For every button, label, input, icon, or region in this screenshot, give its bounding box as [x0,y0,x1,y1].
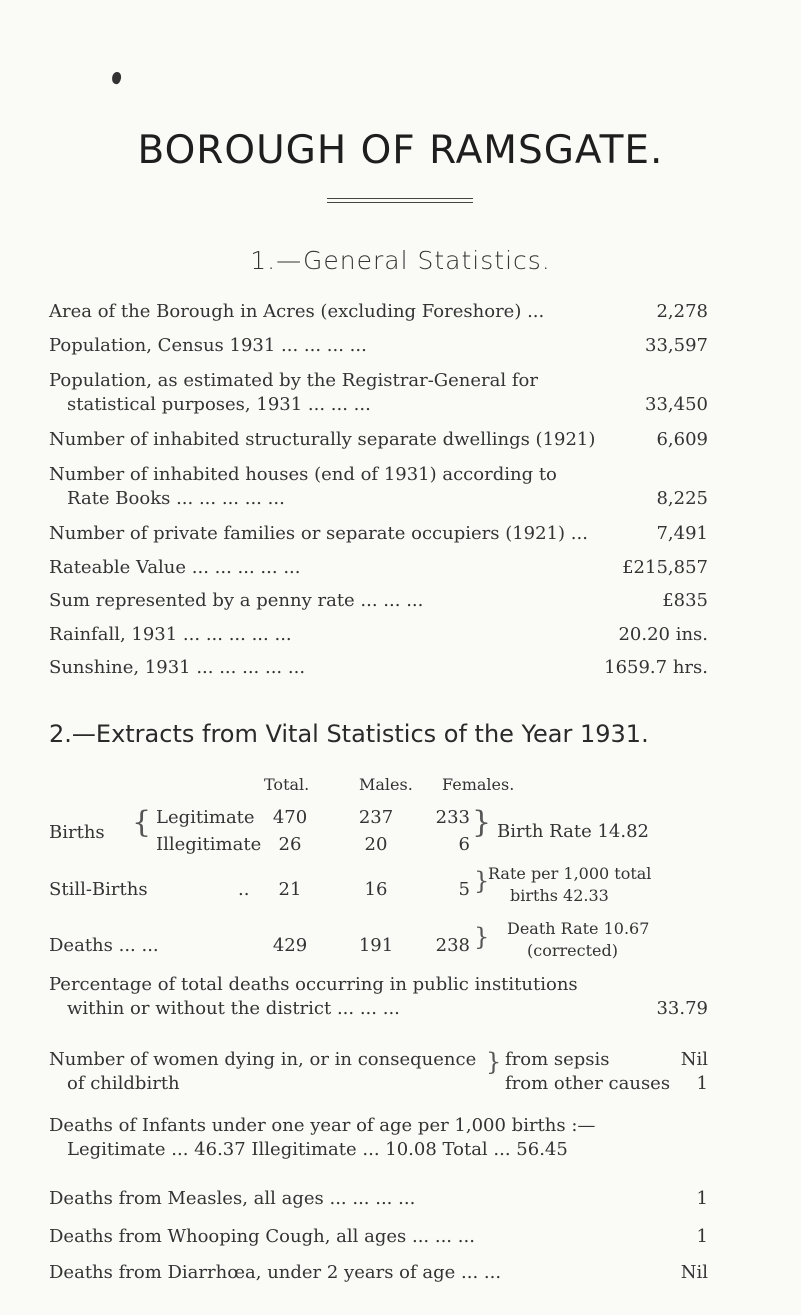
percentage-line2: within or without the district ... ... ... [67,998,400,1019]
general-row-label: Rateable Value ... ... ... ... ... [49,557,301,578]
diarrhoea-label: Deaths from Diarrhœa, under 2 years of age ... ... [49,1262,502,1283]
general-row-value: 33,450 [645,394,708,415]
right-brace: } [472,805,492,840]
general-row-label: Population, Census 1931 ... ... ... ... [49,335,367,356]
measles-value: 1 [696,1188,708,1209]
general-row-label: Sunshine, 1931 ... ... ... ... ... [49,657,306,678]
births-label: Births [49,822,105,843]
still-birth-rate-line1: Rate per 1,000 total [488,864,652,883]
deaths-total: 429 [272,935,308,956]
column-header-total: Total. [264,775,310,794]
still-births-females: 5 [458,879,470,900]
page-title: BOROUGH OF RAMSGATE. [137,128,664,173]
whooping-value: 1 [696,1226,708,1247]
diarrhoea-value: Nil [680,1262,708,1283]
sepsis-value: Nil [680,1049,708,1070]
death-rate-line2: (corrected) [527,941,618,960]
general-row-value: 20.20 ins. [618,624,708,645]
general-row-label: Population, as estimated by the Registrar-General for [49,370,538,391]
general-row-label: Rainfall, 1931 ... ... ... ... ... [49,624,292,645]
infant-line2: Legitimate ... 46.37 Illegitimate ... 10.08 Total ... 56.45 [67,1139,568,1160]
sepsis-label: from sepsis [505,1049,610,1070]
other-causes-value: 1 [696,1073,708,1094]
still-births-total: 21 [278,879,302,900]
women-line1: Number of women dying in, or in consequence [49,1049,477,1070]
legitimate-males: 237 [358,807,394,828]
birth-rate: Birth Rate 14.82 [497,821,649,842]
ink-blot [110,71,123,85]
legitimate-total: 470 [272,807,308,828]
divider [327,202,473,203]
still-birth-rate-line2: births 42.33 [510,886,609,905]
general-row-value: 6,609 [656,429,708,450]
still-births-males: 16 [364,879,388,900]
general-row-label: Sum represented by a penny rate ... ... ... [49,590,424,611]
deaths-label: Deaths ... ... [49,935,159,956]
left-brace: { [132,805,152,840]
legitimate-females: 233 [435,807,470,828]
illegitimate-females: 6 [458,834,470,855]
general-row-value: £215,857 [622,557,708,578]
illegitimate-total: 26 [278,834,302,855]
measles-label: Deaths from Measles, all ages ... ... ... ... [49,1188,416,1209]
right-brace: } [474,923,490,951]
deaths-males: 191 [358,935,394,956]
illegitimate-males: 20 [364,834,388,855]
section-heading-general: 1.—General Statistics. [250,246,551,275]
still-births-label: Still-Births [49,879,148,900]
general-row-label: Area of the Borough in Acres (excluding Foreshore) ... [49,301,545,322]
column-header-females: Females. [442,775,515,794]
general-row-value: £835 [662,590,708,611]
still-births-dots: .. [238,879,250,900]
column-header-males: Males. [359,775,413,794]
other-causes-label: from other causes [505,1073,671,1094]
percentage-value: 33.79 [656,998,708,1019]
general-row-label: Number of private families or separate occupiers (1921) ... [49,523,588,544]
illegitimate-label: Illegitimate [156,834,262,855]
general-row-label: Number of inhabited houses (end of 1931) according to [49,464,557,485]
general-row-label-cont: Rate Books ... ... ... ... ... [67,488,285,509]
general-row-value: 8,225 [656,488,708,509]
general-row-value: 33,597 [645,335,708,356]
death-rate-line1: Death Rate 10.67 [507,919,650,938]
general-row-value: 2,278 [656,301,708,322]
section-heading-vital: 2.—Extracts from Vital Statistics of the Year 1931. [49,720,649,748]
deaths-females: 238 [435,935,470,956]
right-brace: } [486,1048,502,1076]
general-row-value: 1659.7 hrs. [604,657,708,678]
right-brace: } [474,867,490,895]
legitimate-label: Legitimate [156,807,255,828]
infant-line1: Deaths of Infants under one year of age per 1,000 births :— [49,1115,596,1136]
percentage-line1: Percentage of total deaths occurring in public institutions [49,974,578,995]
general-row-label-cont: statistical purposes, 1931 ... ... ... [67,394,371,415]
whooping-label: Deaths from Whooping Cough, all ages ... ... ... [49,1226,475,1247]
women-line2: of childbirth [67,1073,180,1094]
divider [327,198,473,199]
general-row-value: 7,491 [656,523,708,544]
general-row-label: Number of inhabited structurally separate dwellings (1921) [49,429,596,450]
